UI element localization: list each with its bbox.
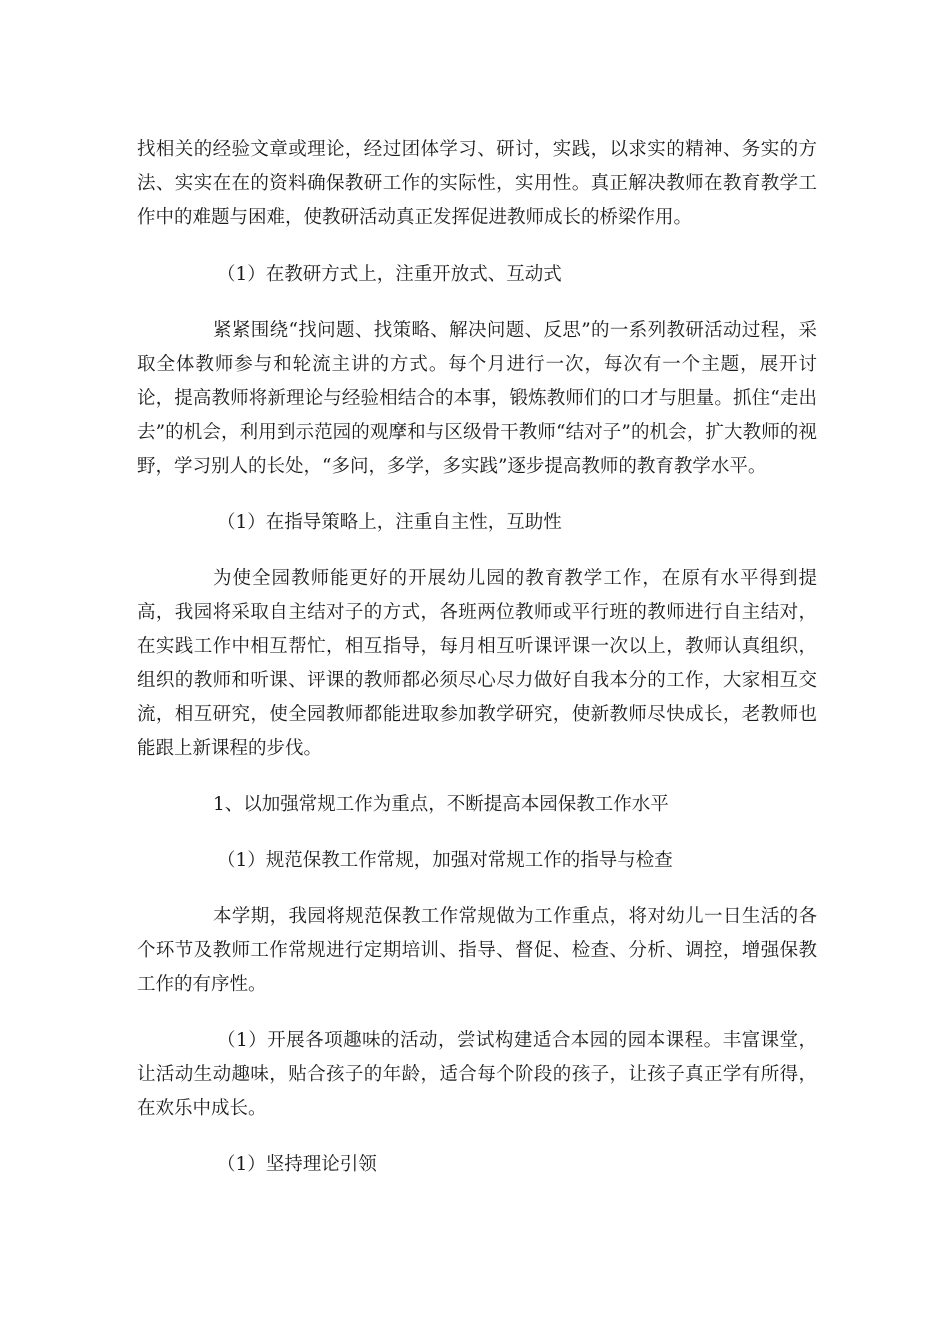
section-heading-2: （1）在指导策略上，注重自主性，互助性 [217, 512, 562, 533]
document-page [137, 133, 817, 1204]
section-heading-3: 1、以加强常规工作为重点，不断提高本园保教工作水平 [213, 794, 669, 815]
paragraph-5: （1）开展各项趣味的活动，尝试构建适合本园的园本课程。丰富课堂，让活动生动趣味，贴合孩子的年龄，适合每个阶段的孩子，让孩子真正学有所得，在欢乐中成长。 [137, 1030, 817, 1119]
paragraph-3: 为使全园教师能更好的开展幼儿园的教育教学工作，在原有水平得到提高，我园将采取自主结对子的方式，各班两位教师或平行班的教师进行自主结对，在实践工作中相互帮忙，相互指导，每月相互听课评课一次以上，教师认真组织，组织的教师和听课、评课的教师都必须尽心尽力做好自我本分的工作，大家相互交流，相互研究，使全园教师都能进取参加教学研究，使新教师尽快成长，老教师也能跟上新课程的步伐。 [137, 568, 817, 759]
paragraph-1: 找相关的经验文章或理论，经过团体学习、研讨，实践，以求实的精神、务实的方法、实实在在的资料确保教研工作的实际性，实用性。真正解决教师在教育教学工作中的难题与困难，使教研活动真正发挥促进教师成长的桥梁作用。 [137, 139, 817, 228]
paragraph-4: 本学期，我园将规范保教工作常规做为工作重点，将对幼儿一日生活的各个环节及教师工作常规进行定期培训、指导、督促、检查、分析、调控，增强保教工作的有序性。 [137, 906, 817, 995]
section-heading-5: （1）坚持理论引领 [217, 1154, 377, 1175]
section-heading-1: （1）在教研方式上，注重开放式、互动式 [217, 264, 562, 285]
section-heading-4: （1）规范保教工作常规，加强对常规工作的指导与检查 [217, 850, 673, 871]
paragraph-2: 紧紧围绕“找问题、找策略、解决问题、反思”的一系列教研活动过程，采取全体教师参与和轮流主讲的方式。每个月进行一次，每次有一个主题，展开讨论，提高教师将新理论与经验相结合的本事，锻炼教师们的口才与胆量。抓住“走出去”的机会，利用到示范园的观摩和与区级骨干教师“结对子”的机会，扩大教师的视野，学习别人的长处，“多问，多学，多实践”逐步提高教师的教育教学水平。 [137, 320, 817, 477]
